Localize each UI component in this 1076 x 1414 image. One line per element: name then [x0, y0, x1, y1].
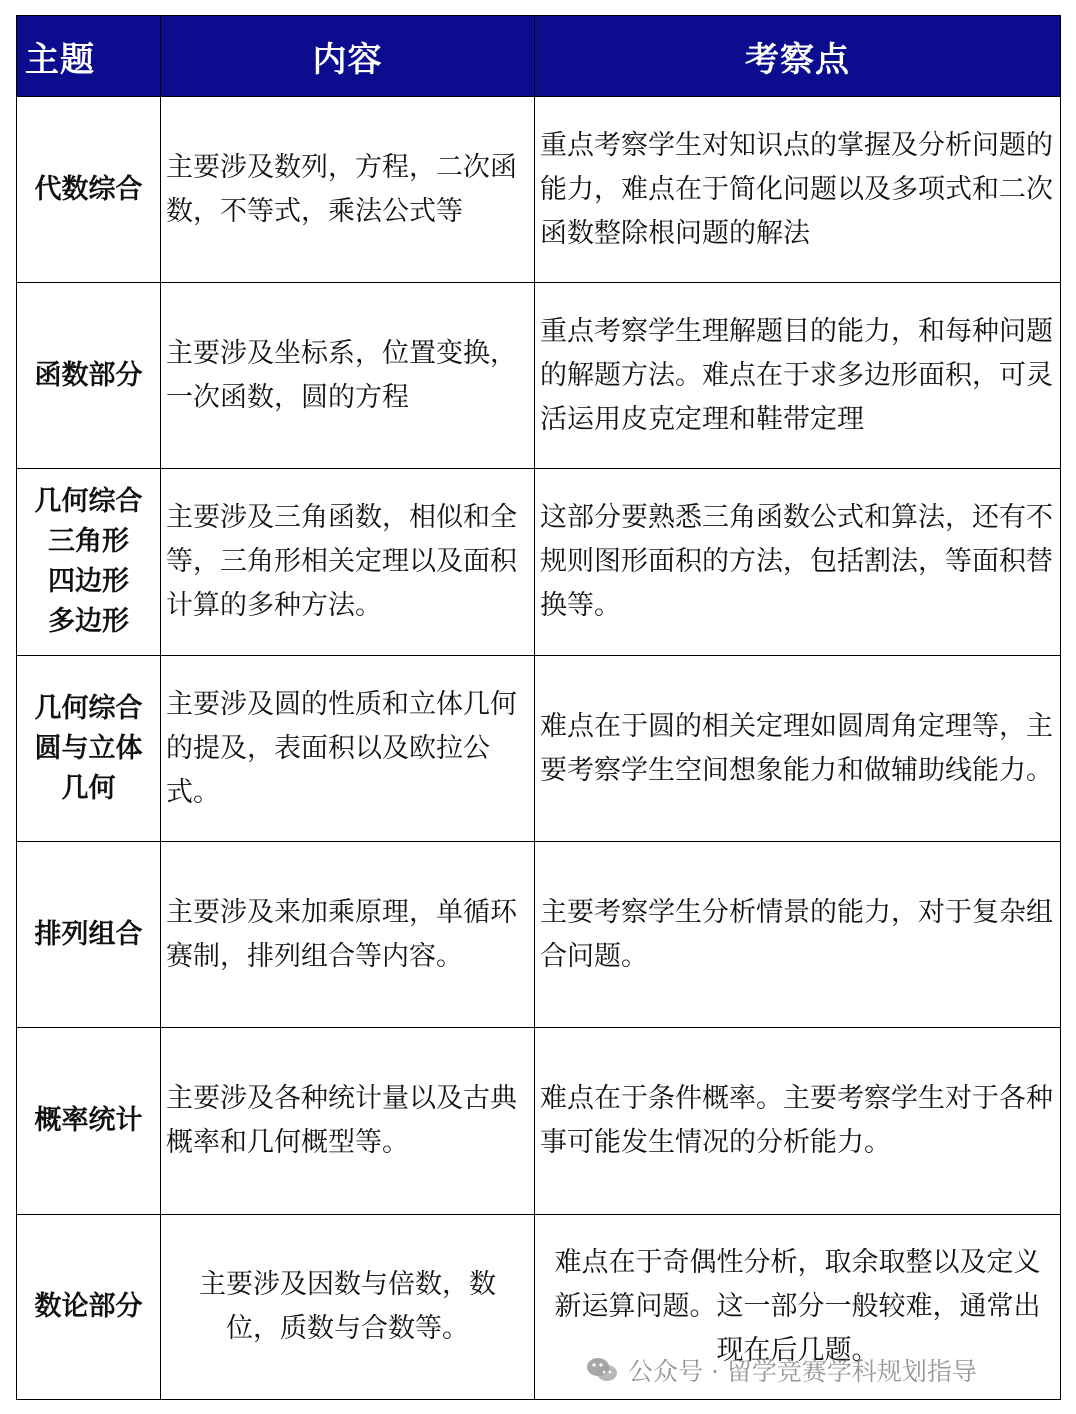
wechat-icon — [586, 1357, 618, 1383]
focus-cell: 重点考察学生理解题目的能力，和每种问题的解题方法。难点在于求多边形面积，可灵活运用皮克定理和鞋带定理 — [535, 283, 1061, 469]
focus-cell: 难点在于条件概率。主要考察学生对于各种事可能发生情况的分析能力。 — [535, 1028, 1061, 1215]
header-focus: 考察点 — [535, 16, 1061, 97]
topic-line: 圆与立体 — [34, 732, 143, 764]
topic-table — [16, 15, 1061, 1400]
table-row — [17, 1028, 1061, 1215]
content-cell: 主要涉及各种统计量以及古典概率和几何概型等。 — [161, 1028, 535, 1215]
table-header-row — [17, 16, 1061, 97]
watermark — [586, 1352, 977, 1388]
focus-cell: 难点在于奇偶性分析，取余取整以及定义新运算问题。这一部分一般较难，通常出现在后几题。 — [535, 1215, 1061, 1400]
content-cell: 主要涉及圆的性质和立体几何的提及，表面积以及欧拉公式。 — [161, 656, 535, 842]
content-cell: 主要涉及三角函数，相似和全等，三角形相关定理以及面积计算的多种方法。 — [161, 469, 535, 656]
topic-line: 排列组合 — [34, 918, 143, 950]
content-cell: 主要涉及因数与倍数，数位，质数与合数等。 — [161, 1215, 535, 1400]
topic-line: 四边形 — [48, 566, 129, 597]
topic-line: 函数部分 — [34, 359, 143, 391]
focus-cell: 主要考察学生分析情景的能力，对于复杂组合问题。 — [535, 842, 1061, 1028]
topic-line: 代数综合 — [34, 173, 143, 205]
table-row — [17, 656, 1061, 842]
topic-cell — [17, 656, 161, 842]
topic-line: 几何综合 — [34, 692, 143, 724]
topic-cell — [17, 1028, 161, 1215]
content-cell: 主要涉及数列，方程，二次函数，不等式，乘法公式等 — [161, 97, 535, 283]
watermark-text: 公众号 · 留学竞赛学科规划指导 — [628, 1357, 977, 1386]
topic-cell — [17, 283, 161, 469]
topic-cell — [17, 97, 161, 283]
focus-cell: 这部分要熟悉三角函数公式和算法，还有不规则图形面积的方法，包括割法，等面积替换等。 — [535, 469, 1061, 656]
topic-line: 几何 — [61, 772, 116, 804]
topic-cell — [17, 842, 161, 1028]
table-row — [17, 469, 1061, 656]
table-row — [17, 842, 1061, 1028]
header-topic: 主题 — [17, 16, 161, 97]
focus-cell: 难点在于圆的相关定理如圆周角定理等，主要考察学生空间想象能力和做辅助线能力。 — [535, 656, 1061, 842]
topic-line: 数论部分 — [34, 1291, 143, 1322]
content-cell: 主要涉及坐标系，位置变换， 一次函数，圆的方程 — [161, 283, 535, 469]
topic-line: 三角形 — [48, 526, 129, 557]
topic-line: 概率统计 — [34, 1105, 143, 1136]
topic-line: 几何综合 — [34, 486, 143, 517]
topic-cell — [17, 469, 161, 656]
topic-line: 多边形 — [48, 606, 129, 637]
focus-cell: 重点考察学生对知识点的掌握及分析问题的能力，难点在于简化问题以及多项式和二次函数整除根问题的解法 — [535, 97, 1061, 283]
table-row — [17, 283, 1061, 469]
table-row — [17, 97, 1061, 283]
header-content: 内容 — [161, 16, 535, 97]
topic-cell — [17, 1215, 161, 1400]
content-cell: 主要涉及来加乘原理，单循环赛制，排列组合等内容。 — [161, 842, 535, 1028]
